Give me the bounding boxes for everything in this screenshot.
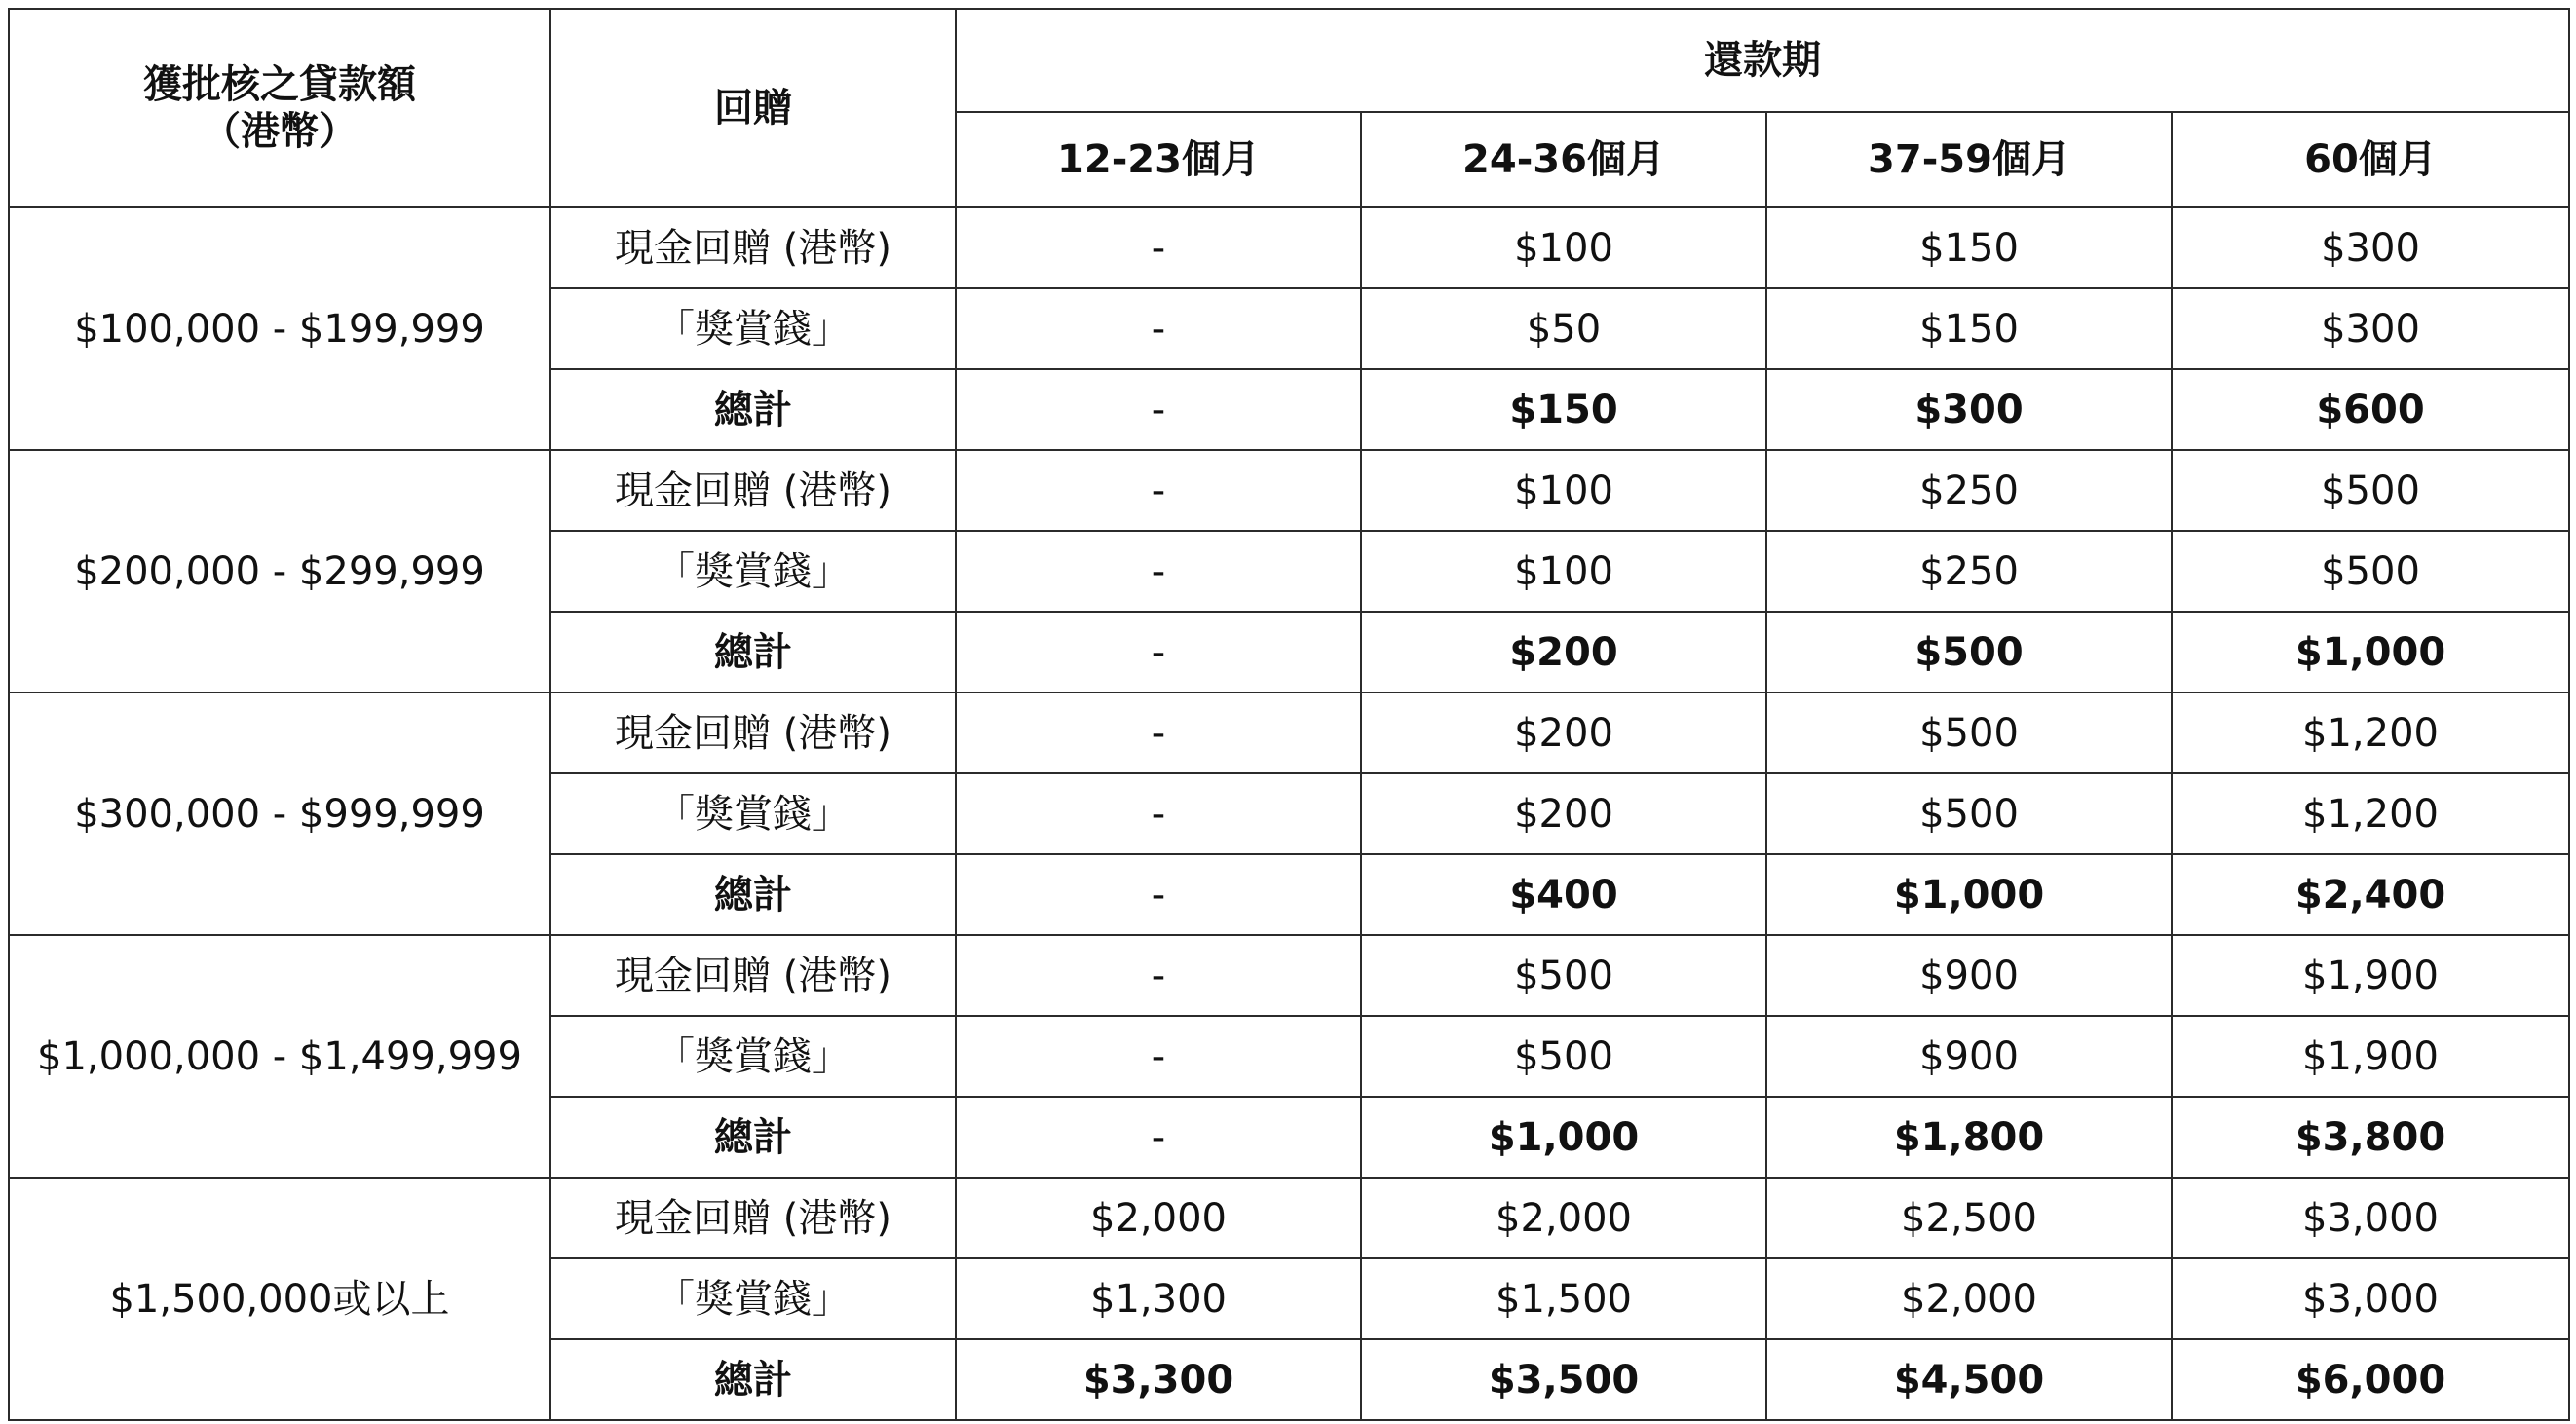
table-body — [9, 207, 2569, 1420]
value-cell: $100 — [1361, 450, 1766, 531]
rebate-label-cash: 現金回贈 (港幣) — [550, 450, 956, 531]
value-cell: $250 — [1766, 531, 2172, 612]
rebate-label-cash: 現金回贈 (港幣) — [550, 935, 956, 1016]
rebate-label-reward-cash: 「獎賞錢」 — [550, 1258, 956, 1339]
header-loan-amount — [9, 9, 550, 207]
table-row — [9, 693, 2569, 773]
total-value-cell: $300 — [1766, 369, 2172, 450]
value-cell: $500 — [1361, 935, 1766, 1016]
value-cell: $500 — [1361, 1016, 1766, 1097]
rebate-label-reward-cash: 「獎賞錢」 — [550, 773, 956, 854]
value-cell: $1,500 — [1361, 1258, 1766, 1339]
rebate-label-cash: 現金回贈 (港幣) — [550, 1178, 956, 1258]
rebate-label-cash: 現金回贈 (港幣) — [550, 207, 956, 288]
value-cell: $2,500 — [1766, 1178, 2172, 1258]
header-rebate: 回贈 — [550, 9, 956, 207]
value-cell: $200 — [1361, 773, 1766, 854]
header-period-12-23: 12-23個月 — [956, 112, 1361, 207]
value-cell: $900 — [1766, 935, 2172, 1016]
value-cell: $150 — [1766, 207, 2172, 288]
loan-amount-cell: $200,000 - $299,999 — [9, 450, 550, 693]
total-value-cell: $600 — [2172, 369, 2569, 450]
total-value-cell: $400 — [1361, 854, 1766, 935]
value-cell: - — [956, 773, 1361, 854]
table-row — [9, 935, 2569, 1016]
value-cell: $500 — [1766, 773, 2172, 854]
header-loan-amount-line2: （港幣） — [202, 109, 358, 154]
total-value-cell: $200 — [1361, 612, 1766, 693]
value-cell: - — [956, 207, 1361, 288]
rebate-label-total: 總計 — [550, 854, 956, 935]
value-cell: $3,000 — [2172, 1258, 2569, 1339]
total-value-cell: $150 — [1361, 369, 1766, 450]
rebate-label-reward-cash: 「獎賞錢」 — [550, 531, 956, 612]
rebate-label-reward-cash: 「獎賞錢」 — [550, 1016, 956, 1097]
value-cell: $1,900 — [2172, 935, 2569, 1016]
rebate-label-total: 總計 — [550, 1339, 956, 1420]
rebate-label-reward-cash: 「獎賞錢」 — [550, 288, 956, 369]
total-value-cell: $3,300 — [956, 1339, 1361, 1420]
total-value-cell: - — [956, 854, 1361, 935]
total-value-cell: $500 — [1766, 612, 2172, 693]
value-cell: $2,000 — [1766, 1258, 2172, 1339]
table-row — [9, 1178, 2569, 1258]
value-cell: - — [956, 450, 1361, 531]
value-cell: $2,000 — [1361, 1178, 1766, 1258]
total-value-cell: - — [956, 612, 1361, 693]
rebate-label-cash: 現金回贈 (港幣) — [550, 693, 956, 773]
value-cell: - — [956, 693, 1361, 773]
total-value-cell: $4,500 — [1766, 1339, 2172, 1420]
value-cell: $100 — [1361, 531, 1766, 612]
total-value-cell: - — [956, 369, 1361, 450]
header-period-24-36: 24-36個月 — [1361, 112, 1766, 207]
header-repayment-period: 還款期 — [956, 9, 2569, 112]
total-value-cell: $6,000 — [2172, 1339, 2569, 1420]
total-value-cell: $3,800 — [2172, 1097, 2569, 1178]
table-row — [9, 450, 2569, 531]
rebate-label-total: 總計 — [550, 369, 956, 450]
value-cell: $3,000 — [2172, 1178, 2569, 1258]
total-value-cell: $1,000 — [1766, 854, 2172, 935]
total-value-cell: $1,000 — [2172, 612, 2569, 693]
value-cell: - — [956, 531, 1361, 612]
header-period-60: 60個月 — [2172, 112, 2569, 207]
rebate-label-total: 總計 — [550, 612, 956, 693]
value-cell: $1,300 — [956, 1258, 1361, 1339]
value-cell: - — [956, 288, 1361, 369]
value-cell: - — [956, 935, 1361, 1016]
total-value-cell: $3,500 — [1361, 1339, 1766, 1420]
value-cell: $100 — [1361, 207, 1766, 288]
value-cell: $1,200 — [2172, 773, 2569, 854]
rebate-table — [8, 8, 2570, 1421]
table-header — [9, 9, 2569, 207]
total-value-cell: $2,400 — [2172, 854, 2569, 935]
value-cell: $300 — [2172, 207, 2569, 288]
rebate-label-total: 總計 — [550, 1097, 956, 1178]
value-cell: $200 — [1361, 693, 1766, 773]
loan-amount-cell: $1,500,000或以上 — [9, 1178, 550, 1420]
value-cell: $500 — [2172, 531, 2569, 612]
table-row — [9, 207, 2569, 288]
loan-amount-cell: $1,000,000 - $1,499,999 — [9, 935, 550, 1178]
value-cell: $500 — [1766, 693, 2172, 773]
header-period-37-59: 37-59個月 — [1766, 112, 2172, 207]
value-cell: $50 — [1361, 288, 1766, 369]
value-cell: $2,000 — [956, 1178, 1361, 1258]
value-cell: $1,900 — [2172, 1016, 2569, 1097]
value-cell: - — [956, 1016, 1361, 1097]
value-cell: $150 — [1766, 288, 2172, 369]
value-cell: $250 — [1766, 450, 2172, 531]
rebate-table-container — [8, 8, 2568, 1416]
total-value-cell: $1,000 — [1361, 1097, 1766, 1178]
value-cell: $500 — [2172, 450, 2569, 531]
header-loan-amount-line1: 獲批核之貸款額 — [143, 62, 416, 107]
value-cell: $1,200 — [2172, 693, 2569, 773]
value-cell: $300 — [2172, 288, 2569, 369]
total-value-cell: $1,800 — [1766, 1097, 2172, 1178]
total-value-cell: - — [956, 1097, 1361, 1178]
loan-amount-cell: $300,000 - $999,999 — [9, 693, 550, 935]
value-cell: $900 — [1766, 1016, 2172, 1097]
loan-amount-cell: $100,000 - $199,999 — [9, 207, 550, 450]
